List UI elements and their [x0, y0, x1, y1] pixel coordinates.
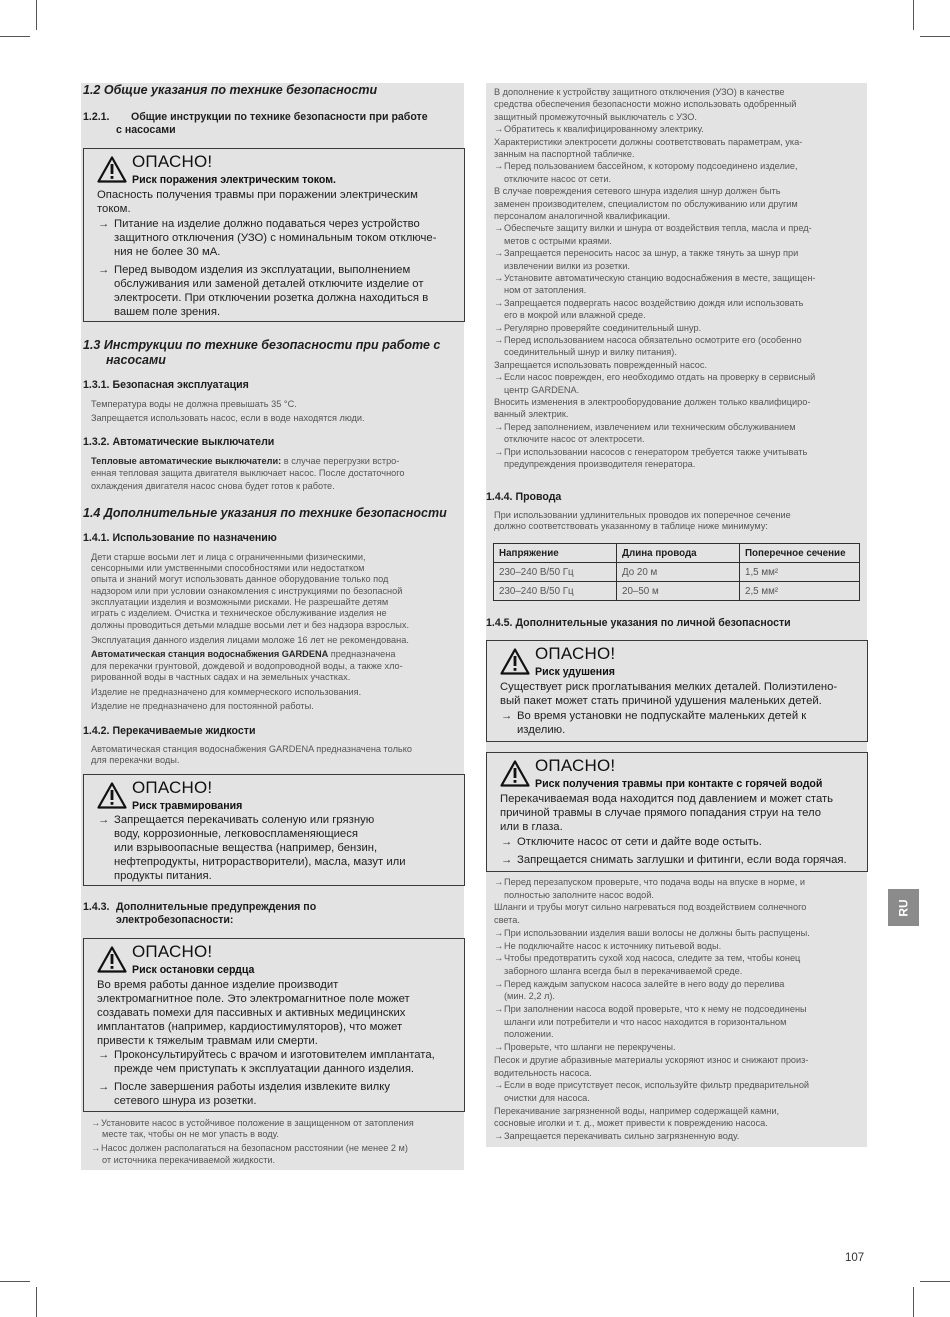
danger-bullet: → Во время установки не подпускайте маленьких детей к [500, 710, 806, 724]
paragraph-line: шланги или потребители и что насос находится в горизонтальном [504, 1016, 787, 1027]
heading-1-2-1: Общие инструкции по технике безопасности при работе [131, 111, 428, 123]
paragraph: Дети старше восьми лет и лица с ограниченными физическими, [91, 552, 366, 562]
bullet: → Не подключайте насос к источнику питьевой воды. [494, 941, 721, 952]
paragraph: для перекачки воды. [91, 755, 180, 765]
heading-1-4-2: 1.4.2. Перекачиваемые жидкости [83, 725, 256, 737]
page-number: 107 [845, 1252, 865, 1264]
text: в случае перегрузки встро- [281, 456, 400, 466]
bullet: → При использовании изделия ваши волосы не должны быть распущены. [494, 928, 810, 939]
danger-bullet: → После завершения работы изделия извлеките вилку [97, 1081, 390, 1095]
danger-bullet-cont: сетевого шнура из розетки. [114, 1095, 257, 1107]
table-header: Поперечное сечение [740, 544, 860, 563]
heading-1-4-4: 1.4.4. Провода [486, 491, 562, 503]
bullet: → Если насос поврежден, его необходимо отдать на проверку в сервисный [494, 372, 815, 383]
table-header-row [494, 544, 860, 563]
danger-bullet-cont: или взрывоопасные вещества (например, бензин, [114, 842, 378, 854]
paragraph-line: Вносить изменения в электрооборудование должен только квалифициро- [494, 397, 811, 407]
table-row [494, 563, 860, 582]
bullet: → Перед заполнением, извлечением или техническим обслуживанием [494, 422, 796, 433]
danger-bullet-cont: прежде чем приступать к эксплуатации данного изделия. [114, 1063, 415, 1075]
heading-1-4-3-num: 1.4.3. [83, 901, 110, 913]
paragraph: надзором или при условии ознакомления с инструкциями по безопасной [91, 586, 403, 596]
danger-box-hot-water [486, 752, 868, 872]
danger-bullet-cont: изделию. [517, 724, 566, 736]
heading-1-2-1-cont: с насосами [116, 124, 176, 136]
paragraph: Изделие не предназначено для постоянной работы. [91, 701, 314, 711]
paragraph: Автоматическая станция водоснабжения GARDENA предназначена только [91, 744, 412, 754]
bullet: → Обратитесь к квалифицированному электрику. [494, 124, 704, 135]
danger-box-electric [83, 148, 465, 322]
paragraph: для перекачки грунтовой, дождевой и водопроводной воды, а также хло- [91, 661, 403, 671]
paragraph-line: заменен производителем, специалистом по обслуживанию или другим [494, 198, 798, 209]
danger-text: вый пакет может стать причиной удушения маленьких детей. [500, 695, 822, 707]
bullet: → Запрещается перекачивать сильно загрязненную воду. [494, 1131, 739, 1142]
paragraph-line: Перекачивание загрязненной воды, например содержащей камни, [494, 1105, 780, 1116]
danger-bullet: → Перед выводом изделия из эксплуатации, выполнением [97, 264, 410, 278]
danger-bullet: → Питание на изделие должно подаваться через устройство [97, 218, 420, 232]
danger-subtitle: Риск поражения электрическим током. [132, 174, 336, 186]
crop-mark [0, 36, 30, 37]
bullet: → При заполнении насоса водой проверьте, что к нему не подсоединены [494, 1004, 807, 1015]
danger-subtitle: Риск удушения [535, 666, 615, 678]
crop-mark [913, 1287, 914, 1317]
paragraph: должны проводиться детьми младше восьми лет и без надзора взрослых. [91, 620, 409, 630]
paragraph [91, 456, 399, 467]
danger-bullet: → Проконсультируйтесь с врачом и изготовителем имплантата, [97, 1049, 435, 1063]
danger-bullet: → Отключите насос от сети и дайте воде остыть. [500, 836, 762, 850]
danger-box-injury [83, 774, 465, 886]
danger-text: или в глаза. [500, 821, 563, 833]
paragraph-line: отключите насос от сети. [504, 173, 612, 184]
paragraph-line: сосновые иголки и т. д., может привести к повреждению насоса. [494, 1118, 768, 1129]
table-cell: 1,5 мм² [740, 563, 860, 582]
heading-1-4-1: 1.4.1. Использование по назначению [83, 532, 277, 544]
danger-subtitle: Риск травмирования [132, 800, 243, 812]
bullet: → Установите автоматическую станцию водоснабжения в месте, защищен- [494, 273, 816, 284]
bullet: → Если в воде присутствует песок, используйте фильтр предварительной [494, 1080, 809, 1091]
heading-1-3: 1.3 Инструкции по технике безопасности при работе с [83, 338, 441, 352]
paragraph: Эксплуатация данного изделия лицами моложе 16 лет не рекомендована. [91, 635, 409, 645]
paragraph: эксплуатации изделия и возможными рисками. Не разрешайте детям [91, 597, 389, 607]
heading-1-4-3-cont: электробезопасности: [116, 914, 234, 926]
language-tab-label: RU [896, 898, 911, 917]
danger-text: Опасность получения травмы при поражении электрическим [97, 189, 418, 201]
paragraph-line: В случае повреждения сетевого шнура изделия шнур должен быть [494, 186, 781, 197]
paragraph: рированной воды в частных садах и на земельных участках. [91, 672, 351, 682]
paragraph-line: полностью заполните насос водой. [504, 889, 654, 900]
paragraph: Изделие не предназначено для коммерческого использования. [91, 687, 362, 697]
danger-text: Перекачиваемая вода находится под давлением и может стать [500, 793, 834, 805]
heading-1-3-cont: насосами [106, 353, 166, 367]
paragraph-line: Шланги и трубы могут сильно нагреваться под воздействием солнечного [494, 902, 807, 913]
crop-mark [36, 0, 37, 30]
paragraph-line: соединительный шнур и вилку питания). [504, 347, 677, 358]
paragraph-line: ванный электрик. [494, 409, 569, 420]
paragraph-line: занным на паспортной табличке. [494, 149, 635, 159]
danger-title: ОПАСНО! [132, 778, 213, 797]
bullet: → Запрещается переносить насос за шнур, а также тянуть за шнур при [494, 248, 798, 259]
paragraph: сенсорными или умственными способностями или недостатком [91, 563, 365, 573]
bullet: → Регулярно проверяйте соединительный шнур. [494, 323, 701, 334]
bullet: → Перед каждым запуском насоса залейте в него воду до перелива [494, 979, 784, 990]
paragraph-line: заборного шланга всегда был в перекачиваемой среде. [504, 965, 743, 976]
warning-triangle-icon [500, 648, 530, 675]
danger-subtitle: Риск получения травмы при контакте с горячей водой [535, 778, 823, 790]
warning-triangle-icon [500, 760, 530, 787]
bullet: → Насос должен располагаться на безопасном расстоянии (не менее 2 м) [91, 1143, 408, 1154]
crop-mark [920, 36, 950, 37]
heading-1-4-5: 1.4.5. Дополнительные указания по личной безопасности [486, 617, 791, 629]
paragraph: охлаждения двигателя насос снова будет готов к работе. [91, 481, 335, 491]
danger-bullet-cont: воду, коррозионные, легковоспламеняющиеся [114, 828, 358, 840]
bullet-cont: месте так, чтобы он не мог упасть в воду. [102, 1129, 279, 1139]
paragraph-line: очистки для насоса. [504, 1092, 590, 1103]
danger-bullet: → Запрещается снимать заглушки и фитинги, если вода горячая. [500, 854, 847, 868]
danger-text: Существует риск проглатывания мелких деталей. Полиэтилено- [500, 681, 838, 693]
bullet: → Установите насос в устойчивое положение в защищенном от затопления [91, 1118, 414, 1129]
paragraph-line: метов с острыми краями. [504, 235, 612, 246]
crop-mark [36, 1287, 37, 1317]
bullet: → При использовании насосов с генератором требуется также учитывать [494, 447, 807, 458]
bullet: → Перед использованием насоса обязательно осмотрите его (особенно [494, 335, 802, 346]
danger-title: ОПАСНО! [132, 152, 213, 171]
bullet-cont: от источника перекачиваемой жидкости. [102, 1155, 276, 1165]
paragraph: Запрещается использовать насос, если в воде находятся люди. [91, 413, 365, 423]
paragraph-line: центр GARDENA. [504, 384, 580, 395]
paragraph: При использовании удлинительных проводов их поперечное сечение [494, 510, 791, 520]
paragraph: енная тепловая защита двигателя выключает насос. После достаточного [91, 468, 405, 478]
bold-term: Автоматическая станция водоснабжения GARDENA [91, 649, 329, 659]
paragraph-line: Запрещается использовать поврежденный насос. [494, 359, 708, 370]
heading-1-3-1: 1.3.1. Безопасная эксплуатация [83, 379, 249, 391]
paragraph-line: положении. [504, 1029, 554, 1040]
bullet: → Перед пользованием бассейном, к которому подсоединено изделие, [494, 161, 798, 172]
danger-text: электромагнитное поле. Это электромагнитное поле может [97, 993, 410, 1005]
table-cell: До 20 м [617, 563, 740, 582]
paragraph [91, 649, 395, 660]
paragraph-line: Песок и другие абразивные материалы ускоряют износ и снижают произ- [494, 1054, 809, 1065]
paragraph-line: отключите насос от электросети. [504, 434, 645, 445]
heading-1-2-1-num: 1.2.1. [83, 111, 110, 123]
danger-bullet-cont: обслуживания или заменой деталей отключите изделие от [114, 278, 424, 290]
crop-mark [920, 1281, 950, 1282]
table-header: Напряжение [494, 544, 617, 563]
heading-1-2: 1.2 Общие указания по технике безопасности [83, 83, 378, 97]
danger-title: ОПАСНО! [535, 756, 616, 775]
heading-1-4-3: Дополнительные предупреждения по [116, 901, 317, 913]
table-cell: 230–240 В/50 Гц [494, 582, 617, 601]
paragraph-line: Характеристики электросети должны соответствовать параметрам, ука- [494, 136, 803, 147]
danger-text: имплантатов (например, кардиостимуляторов), что может [97, 1021, 403, 1033]
paragraph-line: его в мокрой или влажной среде. [504, 310, 646, 321]
paragraph-line: В дополнение к устройству защитного отключения (УЗО) в качестве [494, 87, 785, 97]
bullet: → Обеспечьте защиту вилки и шнура от воздействия тепла, масла и пред- [494, 223, 812, 234]
danger-text: создавать помехи для пассивных и активных медицинских [97, 1007, 406, 1019]
table-cell: 230–240 В/50 Гц [494, 563, 617, 582]
crop-mark [913, 0, 914, 30]
cable-table [493, 543, 860, 601]
crop-mark [0, 1281, 30, 1282]
warning-triangle-icon [97, 782, 127, 809]
paragraph-line: света. [494, 915, 520, 926]
danger-bullet-cont: продукты питания. [114, 870, 212, 882]
paragraph-line: защитный промежуточный выключатель с УЗО. [494, 111, 697, 122]
warning-triangle-icon [97, 946, 127, 973]
paragraph-line: водительность насоса. [494, 1067, 592, 1078]
danger-bullet-cont: нефтепродукты, нитрорастворители), масла, мазут или [114, 856, 406, 868]
bold-term: Тепловые автоматические выключатели: [91, 456, 282, 466]
language-tab [888, 889, 919, 926]
bullet: → Проверьте, что шланги не перекручены. [494, 1042, 676, 1053]
paragraph: играть с изделием. Очистка и техническое обслуживание изделия не [91, 608, 387, 618]
bullet: → Чтобы предотвратить сухой ход насоса, следите за тем, чтобы конец [494, 953, 800, 964]
danger-title: ОПАСНО! [535, 644, 616, 663]
table-header: Длина провода [617, 544, 740, 563]
danger-text: причиной травмы в случае прямого попадания струи на тело [500, 807, 822, 819]
heading-1-3-2: 1.3.2. Автоматические выключатели [83, 436, 275, 448]
danger-subtitle: Риск остановки сердца [132, 964, 255, 976]
paragraph: опыта и знаний могут использовать данное оборудование только под [91, 574, 389, 584]
paragraph-line: персоналом аналогичной квалификации. [494, 211, 671, 221]
bullet: → Перед перезапуском проверьте, что подача воды на впуске в норме, и [494, 877, 805, 888]
paragraph-line: извлечении вилки из розетки. [504, 260, 630, 271]
heading-1-4: 1.4 Дополнительные указания по технике безопасности [83, 506, 447, 520]
paragraph: Температура воды не должна превышать 35 °C. [91, 399, 297, 409]
table-cell: 2,5 мм² [740, 582, 860, 601]
danger-bullet-cont: вашем поле зрения. [114, 306, 221, 318]
table-row [494, 582, 860, 601]
table-cell: 20–50 м [617, 582, 740, 601]
danger-bullet-cont: электросети. При отключении розетка должна находиться в [114, 292, 429, 304]
danger-box-cardiac [83, 938, 465, 1112]
paragraph-line: предупреждения производителя генератора. [504, 459, 696, 469]
danger-text: Во время работы данное изделие производит [97, 979, 339, 991]
danger-box-suffocation [486, 640, 868, 742]
danger-bullet-cont: защитного отключения (УЗО) с номинальным током отключе- [114, 232, 437, 244]
danger-text: током. [97, 203, 131, 215]
bullet: → Запрещается подвергать насос воздействию дождя или использовать [494, 298, 803, 309]
text: предназначена [328, 649, 396, 659]
warning-triangle-icon [97, 156, 127, 183]
paragraph-line: (мин. 2,2 л). [504, 991, 555, 1002]
danger-bullet: → Запрещается перекачивать соленую или грязную [97, 814, 374, 828]
danger-bullet-cont: ния не более 30 мА. [114, 246, 221, 258]
paragraph: должно соответствовать указанному в таблице ниже минимуму: [494, 521, 768, 531]
paragraph-line: средства обеспечения безопасности можно использовать одобренный [494, 99, 797, 110]
danger-title: ОПАСНО! [132, 942, 213, 961]
paragraph-line: ном от затопления. [504, 285, 587, 296]
danger-text: привести к тяжелым травмам или смерти. [97, 1035, 318, 1047]
